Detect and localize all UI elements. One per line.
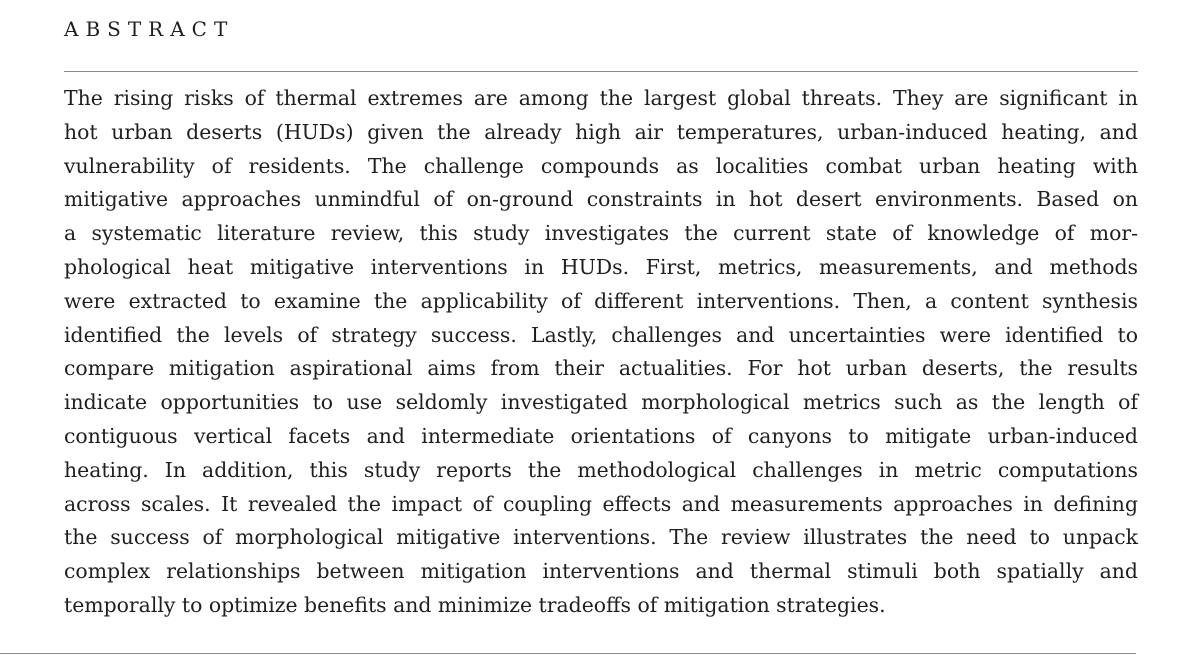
abstract-line: compare mitigation aspirational aims from their actualities. For hot urban deserts, the results (64, 356, 1138, 381)
abstract-line: vulnerability of residents. The challenge compounds as localities combat urban heating with (64, 153, 1138, 178)
abstract-line: identified the levels of strategy success. Lastly, challenges and uncertainties were identified to (64, 322, 1138, 347)
abstract-line: contiguous vertical facets and intermediate orientations of canyons to mitigate urban-induced (64, 423, 1138, 448)
abstract-section (64, 0, 1138, 672)
abstract-body (64, 82, 1138, 623)
abstract-line: temporally to optimize benefits and minimize tradeoffs of mitigation strategies. (64, 592, 886, 617)
abstract-line: mitigative approaches unmindful of on-ground constraints in hot desert environments. Based on (64, 187, 1138, 212)
abstract-heading: ABSTRACT (64, 17, 235, 41)
abstract-line: The rising risks of thermal extremes are among the largest global threats. They are significant in (64, 86, 1138, 110)
heading-divider (64, 71, 1138, 72)
abstract-line: the success of morphological mitigative interventions. The review illustrates the need to unpack (64, 525, 1138, 550)
abstract-line: indicate opportunities to use seldomly investigated morphological metrics such as the length of (64, 390, 1138, 415)
abstract-line: a systematic literature review, this study investigates the current state of knowledge of mor- (64, 221, 1138, 246)
abstract-line: complex relationships between mitigation interventions and thermal stimuli both spatially and (64, 559, 1138, 584)
section-divider-bottom (0, 653, 1136, 654)
abstract-line: were extracted to examine the applicability of different interventions. Then, a content synthesis (64, 288, 1138, 313)
abstract-line: hot urban deserts (HUDs) given the already high air temperatures, urban-induced heating, and (64, 119, 1138, 144)
abstract-line: heating. In addition, this study reports the methodological challenges in metric computations (64, 457, 1138, 482)
abstract-line: across scales. It revealed the impact of coupling effects and measurements approaches in defining (64, 491, 1138, 516)
abstract-line: phological heat mitigative interventions in HUDs. First, metrics, measurements, and methods (64, 254, 1138, 279)
